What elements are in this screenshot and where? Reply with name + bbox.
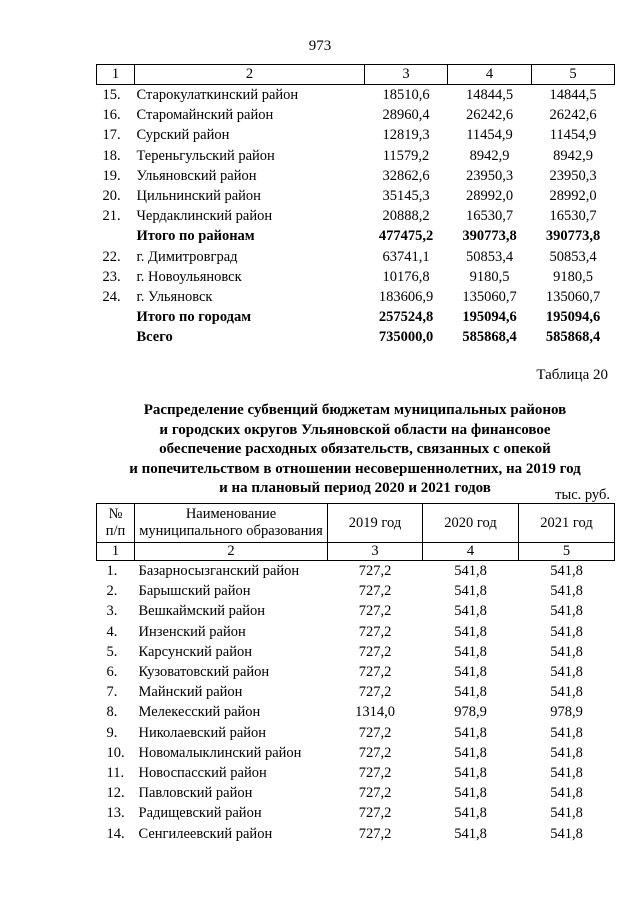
value-2021: 23950,3 — [549, 167, 597, 184]
value-2020: 541,8 — [454, 603, 487, 620]
value-2019: 727,2 — [358, 765, 392, 782]
row-name: Ульяновский район — [136, 167, 257, 184]
value-2020: 8942,9 — [469, 147, 510, 164]
value-2021: 11454,9 — [549, 127, 597, 144]
title-line: и попечительством в отношении несовершеннолетних, на 2019 год — [129, 460, 581, 477]
row-number: 8. — [106, 704, 118, 721]
table-title — [96, 401, 614, 499]
row-name: Итого по городам — [136, 309, 252, 326]
row-name: Мелекесский район — [138, 704, 261, 721]
table-row — [97, 743, 615, 763]
table-row — [97, 803, 615, 823]
value-2021: 541,8 — [550, 623, 583, 640]
value-2020: 541,8 — [454, 744, 487, 761]
table-row — [97, 662, 615, 682]
row-number — [97, 327, 135, 347]
value-2020: 541,8 — [454, 684, 487, 701]
column-number: 4 — [423, 543, 519, 561]
row-name: Инзенский район — [138, 623, 246, 640]
total-row — [97, 226, 615, 246]
row-number: 21. — [102, 208, 121, 225]
value-2021: 541,8 — [550, 583, 583, 600]
value-2019: 20888,2 — [382, 208, 430, 225]
value-2021: 135060,7 — [545, 289, 601, 306]
value-2020: 541,8 — [454, 643, 487, 660]
title-line: и городских округов Ульяновской области на финансовое — [159, 421, 551, 438]
row-number: 13. — [106, 805, 125, 822]
value-2021: 390773,8 — [545, 228, 601, 245]
table-row — [97, 166, 615, 186]
row-number: 7. — [106, 684, 118, 701]
table-row — [97, 125, 615, 145]
value-2020: 23950,3 — [465, 167, 514, 184]
value-2021: 26242,6 — [549, 107, 597, 124]
row-name: Старокулаткинский район — [136, 87, 299, 103]
column-number-row — [97, 65, 615, 85]
value-2019: 727,2 — [358, 664, 392, 681]
value-2020: 14844,5 — [465, 87, 514, 103]
value-2020: 9180,5 — [469, 268, 510, 285]
value-2021: 541,8 — [550, 664, 583, 681]
units-label: тыс. руб. — [555, 487, 610, 503]
value-2020: 541,8 — [454, 563, 487, 579]
column-number: 2 — [135, 65, 365, 85]
row-name: Старомайнский район — [136, 107, 274, 124]
num-header: № п/п — [97, 504, 135, 543]
row-number: 4. — [106, 623, 118, 640]
row-number: 1. — [106, 563, 118, 579]
row-name: Итого по районам — [136, 228, 255, 245]
value-2020: 585868,4 — [462, 329, 517, 346]
value-2021: 978,9 — [550, 704, 583, 721]
value-2019: 18510,6 — [382, 87, 430, 103]
value-2019: 727,2 — [358, 563, 392, 579]
value-2020: 50853,4 — [465, 248, 514, 265]
value-2021: 541,8 — [550, 765, 583, 782]
value-2019: 727,2 — [358, 684, 392, 701]
table-row — [97, 763, 615, 783]
column-number: 1 — [97, 543, 135, 561]
table-row — [97, 642, 615, 662]
row-name: Сенгилеевский район — [138, 825, 273, 842]
column-number: 1 — [97, 65, 135, 85]
table-row — [97, 247, 615, 267]
value-2020: 978,9 — [454, 704, 487, 721]
value-2021: 50853,4 — [549, 248, 597, 265]
value-2021: 541,8 — [550, 684, 583, 701]
row-name: г. Димитровград — [136, 248, 238, 265]
title-line: обеспечение расходных обязательств, связанных с опекой — [159, 441, 551, 457]
table-row — [97, 206, 615, 226]
row-number: 9. — [106, 724, 118, 741]
header-row — [97, 504, 615, 543]
row-name: Новомалыклинский район — [138, 744, 302, 761]
value-2019: 1314,0 — [355, 704, 395, 721]
year-2021-header: 2021 год — [519, 504, 615, 543]
row-number: 10. — [106, 744, 125, 761]
value-2019: 727,2 — [358, 623, 392, 640]
value-2020: 16530,7 — [465, 208, 514, 225]
value-2019: 477475,2 — [378, 228, 434, 245]
value-2021: 8942,9 — [553, 147, 593, 164]
row-name: г. Ульяновск — [136, 289, 213, 306]
value-2019: 10176,8 — [382, 268, 430, 285]
row-name: Цильнинский район — [136, 188, 261, 205]
value-2021: 541,8 — [550, 825, 583, 842]
row-name: Базарносызганский район — [138, 563, 300, 579]
value-2020: 135060,7 — [462, 289, 517, 306]
row-name: Николаевский район — [138, 724, 267, 741]
value-2020: 541,8 — [454, 785, 487, 802]
table-row — [97, 702, 615, 722]
row-name: Новоспасский район — [138, 765, 267, 782]
row-name: Чердаклинский район — [136, 208, 273, 225]
table-row — [97, 105, 615, 125]
value-2020: 28992,0 — [465, 188, 514, 205]
value-2021: 9180,5 — [553, 268, 593, 285]
column-number: 3 — [328, 543, 423, 561]
total-row — [97, 327, 615, 347]
row-number: 15. — [102, 87, 121, 103]
table-row — [97, 186, 615, 206]
value-2019: 63741,1 — [382, 248, 430, 265]
value-2021: 195094,6 — [545, 309, 601, 326]
table-row — [97, 85, 615, 106]
value-2021: 16530,7 — [549, 208, 597, 225]
total-row — [97, 307, 615, 327]
row-number: 16. — [102, 107, 121, 124]
row-name: г. Новоульяновск — [136, 268, 242, 285]
row-number: 5. — [106, 643, 118, 660]
value-2020: 11454,9 — [466, 127, 513, 144]
value-2020: 541,8 — [454, 583, 487, 600]
table-row — [97, 146, 615, 166]
value-2020: 541,8 — [454, 664, 487, 681]
row-name: Майнский район — [138, 684, 243, 701]
value-2021: 585868,4 — [545, 329, 601, 346]
row-number: 23. — [102, 268, 121, 285]
continuation-table — [96, 64, 615, 348]
row-number: 24. — [102, 289, 121, 306]
row-name: Карсунский район — [138, 643, 253, 660]
value-2019: 727,2 — [358, 643, 392, 660]
row-name: Сурский район — [136, 127, 230, 144]
row-name: Вешкаймский район — [138, 603, 266, 620]
page-number: 973 — [308, 38, 332, 54]
title-line: и на плановый период 2020 и 2021 годов — [219, 480, 491, 496]
value-2020: 541,8 — [454, 724, 487, 741]
row-name: Тереньгульский район — [136, 147, 275, 164]
value-2021: 14844,5 — [549, 87, 597, 103]
value-2019: 35145,3 — [382, 188, 430, 205]
value-2019: 32862,6 — [382, 167, 430, 184]
row-name: Павловский район — [138, 785, 253, 802]
table-row — [97, 783, 615, 803]
value-2021: 541,8 — [550, 603, 583, 620]
table-row — [97, 682, 615, 702]
value-2020: 390773,8 — [462, 228, 517, 245]
table-label: Таблица 20 — [536, 367, 608, 383]
table-row — [97, 723, 615, 743]
value-2020: 541,8 — [454, 805, 487, 822]
row-name: Барышский район — [138, 583, 251, 600]
column-number: 4 — [448, 65, 532, 85]
table-row — [97, 287, 615, 307]
value-2019: 12819,3 — [382, 127, 430, 144]
year-2019-header: 2019 год — [328, 504, 423, 543]
row-number — [97, 226, 135, 246]
table-row — [97, 622, 615, 642]
value-2019: 257524,8 — [378, 309, 434, 326]
column-number: 5 — [532, 65, 615, 85]
row-number: 2. — [106, 583, 118, 600]
table-row — [97, 267, 615, 287]
value-2021: 541,8 — [550, 785, 583, 802]
value-2020: 195094,6 — [462, 309, 517, 326]
row-number: 14. — [106, 825, 125, 842]
row-number — [97, 307, 135, 327]
row-number: 22. — [102, 248, 121, 265]
row-number: 3. — [106, 603, 118, 620]
value-2019: 11579,2 — [382, 147, 430, 164]
value-2019: 735000,0 — [378, 329, 434, 346]
value-2019: 727,2 — [358, 744, 392, 761]
row-number: 12. — [106, 785, 125, 802]
value-2021: 541,8 — [550, 805, 583, 822]
row-number: 17. — [102, 127, 121, 144]
subventions-table — [96, 503, 615, 844]
name-header: Наименование муниципального образования — [135, 504, 328, 543]
value-2020: 541,8 — [454, 765, 487, 782]
row-name: Кузоватовский район — [138, 664, 270, 681]
year-2020-header: 2020 год — [423, 504, 519, 543]
value-2019: 28960,4 — [382, 107, 430, 124]
row-number: 20. — [102, 188, 121, 205]
value-2019: 183606,9 — [378, 289, 434, 306]
table-row — [97, 601, 615, 621]
value-2021: 541,8 — [550, 744, 583, 761]
row-name: Всего — [136, 329, 173, 346]
value-2020: 26242,6 — [465, 107, 514, 124]
value-2019: 727,2 — [358, 825, 392, 842]
column-number-row — [97, 543, 615, 561]
value-2019: 727,2 — [358, 724, 392, 741]
row-number: 19. — [102, 167, 121, 184]
column-number: 2 — [135, 543, 328, 561]
table-row — [97, 824, 615, 844]
value-2019: 727,2 — [358, 805, 392, 822]
value-2021: 541,8 — [550, 563, 583, 579]
value-2020: 541,8 — [454, 623, 487, 640]
value-2019: 727,2 — [358, 785, 392, 802]
title-line: Распределение субвенций бюджетам муниципальных районов — [143, 402, 567, 418]
row-number: 6. — [106, 664, 118, 681]
value-2019: 727,2 — [358, 603, 392, 620]
value-2019: 727,2 — [358, 583, 392, 600]
value-2020: 541,8 — [454, 825, 487, 842]
table-row — [97, 561, 615, 582]
value-2021: 541,8 — [550, 643, 583, 660]
row-number: 11. — [106, 765, 125, 782]
column-number: 5 — [519, 543, 615, 561]
row-number: 18. — [102, 147, 121, 164]
table-row — [97, 581, 615, 601]
value-2021: 541,8 — [550, 724, 583, 741]
row-name: Радищевский район — [138, 805, 262, 822]
value-2021: 28992,0 — [549, 188, 597, 205]
column-number: 3 — [365, 65, 448, 85]
